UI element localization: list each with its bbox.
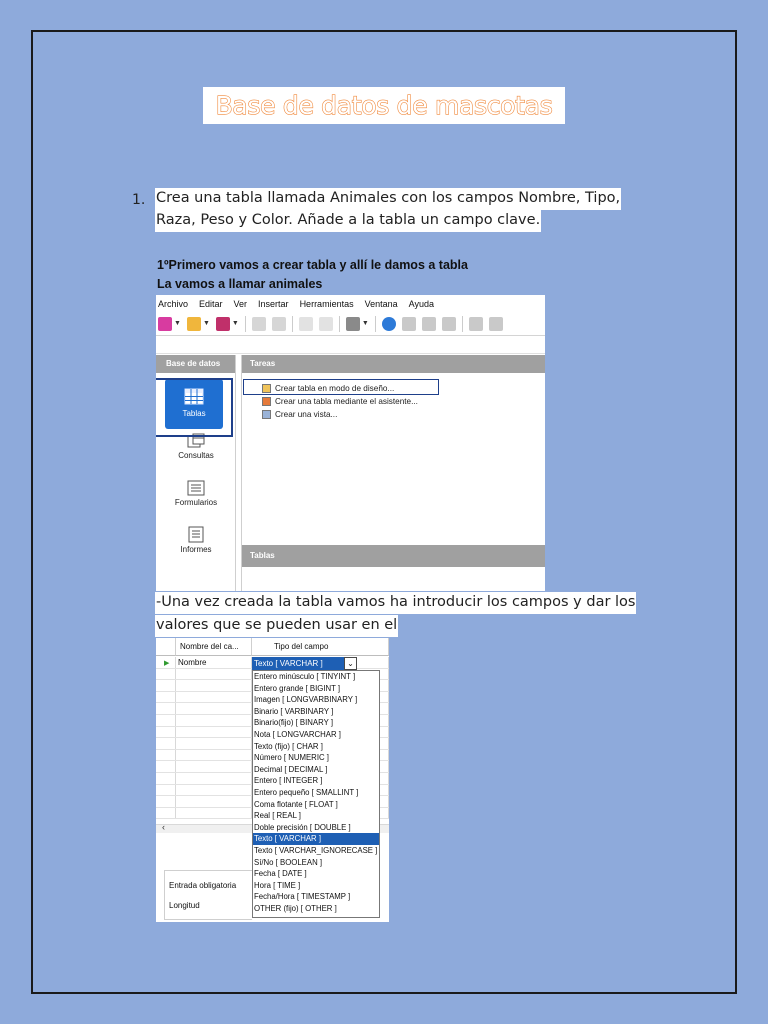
field-type-option[interactable]: Número [ NUMERIC ] bbox=[254, 753, 329, 763]
table-cell[interactable] bbox=[156, 692, 176, 703]
menu-item[interactable]: Editar bbox=[199, 298, 223, 309]
field-type-option[interactable]: Texto [ VARCHAR ] bbox=[253, 833, 379, 845]
forms-item[interactable] bbox=[156, 480, 236, 507]
task-label: Crear una vista... bbox=[275, 410, 338, 419]
menu-item[interactable]: Ventana bbox=[364, 298, 398, 309]
table-cell[interactable] bbox=[176, 738, 252, 749]
reports-item[interactable] bbox=[156, 526, 236, 554]
table-cell[interactable] bbox=[176, 692, 252, 703]
table-cell[interactable] bbox=[156, 680, 176, 691]
table-cell[interactable] bbox=[176, 808, 252, 819]
table-cell[interactable] bbox=[156, 669, 176, 680]
forms-label: Formularios bbox=[174, 498, 218, 507]
chevron-down-icon[interactable]: ⌄ bbox=[344, 657, 357, 670]
field-type-option[interactable]: Texto (fijo) [ CHAR ] bbox=[254, 741, 323, 751]
create-design-highlight-frame bbox=[243, 379, 439, 395]
field-type-select[interactable]: Texto [ VARCHAR ] bbox=[252, 657, 356, 670]
database-pane-header: Base de datos bbox=[156, 355, 235, 373]
field-type-screenshot bbox=[156, 638, 389, 922]
field-type-option[interactable]: Entero minúsculo [ TINYINT ] bbox=[254, 672, 356, 681]
table-cell[interactable] bbox=[176, 715, 252, 726]
help-icon[interactable] bbox=[382, 317, 396, 331]
field-type-option[interactable]: Texto [ VARCHAR_IGNORECASE ] bbox=[254, 845, 378, 855]
dropdown-arrow-icon[interactable]: ▼ bbox=[361, 320, 369, 327]
table-cell[interactable] bbox=[156, 727, 176, 738]
step2-line-2: valores que se pueden usar en el bbox=[155, 615, 398, 637]
sort-ascending-icon[interactable] bbox=[299, 317, 313, 331]
document-title: Base de datos de mascotas bbox=[203, 87, 565, 124]
task-label: Crear una tabla mediante el asistente... bbox=[275, 397, 418, 406]
table-view-icon[interactable] bbox=[489, 317, 503, 331]
field-type-option[interactable]: Sí/No [ BOOLEAN ] bbox=[254, 857, 323, 867]
queries-item[interactable] bbox=[156, 433, 236, 460]
toolbar-gap bbox=[156, 336, 545, 354]
table-view-icon[interactable] bbox=[442, 317, 456, 331]
field-type-option[interactable]: Real [ REAL ] bbox=[254, 811, 301, 821]
table-cell[interactable] bbox=[156, 750, 176, 761]
open-folder-icon[interactable] bbox=[187, 317, 201, 331]
field-properties bbox=[164, 870, 252, 920]
field-type-option[interactable]: Nota [ LONGVARCHAR ] bbox=[254, 729, 341, 739]
field-type-option[interactable]: Coma flotante [ FLOAT ] bbox=[254, 799, 338, 809]
first-field-name[interactable]: Nombre bbox=[178, 658, 207, 667]
dropdown-arrow-icon[interactable]: ▼ bbox=[231, 320, 239, 327]
current-row-arrow-icon: ▶ bbox=[164, 660, 170, 667]
table-cell[interactable] bbox=[156, 808, 176, 819]
wizard-icon bbox=[262, 397, 271, 406]
required-entry-label: Entrada obligatoria bbox=[169, 881, 237, 890]
menu-item[interactable]: Ver bbox=[233, 298, 248, 309]
field-type-option[interactable]: Binario(fijo) [ BINARY ] bbox=[254, 718, 334, 728]
queries-label: Consultas bbox=[178, 451, 214, 460]
tables-label: Tablas bbox=[182, 409, 206, 418]
task-number: 1. bbox=[132, 192, 146, 208]
new-database-icon[interactable] bbox=[158, 317, 172, 331]
tables-section-header: Tablas bbox=[242, 545, 545, 567]
database-window-screenshot bbox=[156, 295, 545, 591]
step2-line-1: -Una vez creada la tabla vamos ha introducir los campos y dar los bbox=[155, 592, 636, 614]
save-icon[interactable] bbox=[216, 317, 230, 331]
field-type-option[interactable]: OTHER (fijo) [ OTHER ] bbox=[254, 903, 337, 913]
row-header-corner bbox=[156, 638, 176, 656]
length-label: Longitud bbox=[169, 901, 200, 910]
column-field-type[interactable]: Tipo del campo bbox=[252, 638, 389, 656]
menu-item[interactable]: Ayuda bbox=[408, 298, 434, 309]
task-create-wizard[interactable] bbox=[262, 397, 418, 406]
table-cell[interactable] bbox=[176, 773, 252, 784]
field-type-option[interactable]: Binario [ VARBINARY ] bbox=[254, 706, 334, 716]
table-cell[interactable] bbox=[156, 715, 176, 726]
field-type-option[interactable]: Doble precisión [ DOUBLE ] bbox=[254, 822, 351, 832]
task-create-view[interactable] bbox=[262, 410, 337, 419]
table-cell[interactable] bbox=[176, 761, 252, 772]
field-type-option[interactable]: Fecha/Hora [ TIMESTAMP ] bbox=[254, 892, 351, 902]
tables-highlight-frame bbox=[156, 378, 233, 437]
table-cell[interactable] bbox=[176, 727, 252, 738]
table-cell[interactable] bbox=[156, 703, 176, 714]
scroll-left-icon[interactable]: ‹ bbox=[162, 822, 165, 832]
menu-bar bbox=[156, 295, 545, 312]
toolbar-separator bbox=[339, 316, 340, 332]
sort-descending-icon[interactable] bbox=[319, 317, 333, 331]
toolbar-separator bbox=[245, 316, 246, 332]
form-icon[interactable] bbox=[346, 317, 360, 331]
paste-icon[interactable] bbox=[272, 317, 286, 331]
toolbar-separator bbox=[375, 316, 376, 332]
table-cell[interactable] bbox=[176, 669, 252, 680]
table-view-icon[interactable] bbox=[422, 317, 436, 331]
table-cell[interactable] bbox=[176, 796, 252, 807]
menu-item[interactable]: Insertar bbox=[258, 298, 289, 309]
menu-item[interactable]: Herramientas bbox=[299, 298, 354, 309]
field-type-list[interactable] bbox=[252, 670, 380, 918]
field-type-option[interactable]: Decimal [ DECIMAL ] bbox=[254, 764, 328, 774]
toolbar bbox=[156, 312, 545, 336]
table-cell[interactable] bbox=[156, 738, 176, 749]
reports-label: Informes bbox=[180, 545, 212, 554]
table-cell[interactable] bbox=[176, 750, 252, 761]
form-icon bbox=[187, 480, 205, 496]
field-type-option[interactable]: Imagen [ LONGVARBINARY ] bbox=[254, 695, 358, 705]
dropdown-arrow-icon[interactable]: ▼ bbox=[202, 320, 210, 327]
field-type-option[interactable]: Hora [ TIME ] bbox=[254, 880, 301, 890]
step1-line-1: 1ºPrimero vamos a crear tabla y allí le damos a tabla bbox=[157, 258, 468, 272]
task-label: Crear tabla en modo de diseño... bbox=[275, 384, 395, 393]
view-icon bbox=[262, 410, 271, 419]
table-view-icon[interactable] bbox=[402, 317, 416, 331]
report-icon bbox=[187, 526, 205, 543]
field-type-option[interactable]: Entero [ INTEGER ] bbox=[254, 776, 323, 786]
table-cell[interactable] bbox=[156, 761, 176, 772]
task-text-line-2: Raza, Peso y Color. Añade a la tabla un campo clave. bbox=[155, 210, 541, 232]
copy-icon[interactable] bbox=[252, 317, 266, 331]
step1-line-2: La vamos a llamar animales bbox=[157, 277, 323, 291]
field-type-option[interactable]: Fecha [ DATE ] bbox=[254, 869, 307, 879]
dropdown-arrow-icon[interactable]: ▼ bbox=[174, 320, 181, 327]
column-field-name[interactable]: Nombre del ca... bbox=[176, 638, 252, 656]
table-view-icon[interactable] bbox=[469, 317, 483, 331]
field-type-option[interactable]: Entero grande [ BIGINT ] bbox=[254, 683, 341, 693]
table-cell[interactable] bbox=[156, 773, 176, 784]
menu-item[interactable]: Archivo bbox=[158, 298, 189, 309]
toolbar-separator bbox=[462, 316, 463, 332]
table-cell[interactable] bbox=[176, 703, 252, 714]
field-type-option[interactable]: Entero pequeño [ SMALLINT ] bbox=[254, 787, 359, 797]
table-cell[interactable] bbox=[156, 785, 176, 796]
tasks-header: Tareas bbox=[242, 355, 545, 373]
table-cell[interactable] bbox=[176, 680, 252, 691]
table-cell[interactable] bbox=[156, 796, 176, 807]
task-text-line-1: Crea una tabla llamada Animales con los campos Nombre, Tipo, bbox=[155, 188, 621, 210]
toolbar-separator bbox=[292, 316, 293, 332]
table-cell[interactable] bbox=[176, 785, 252, 796]
